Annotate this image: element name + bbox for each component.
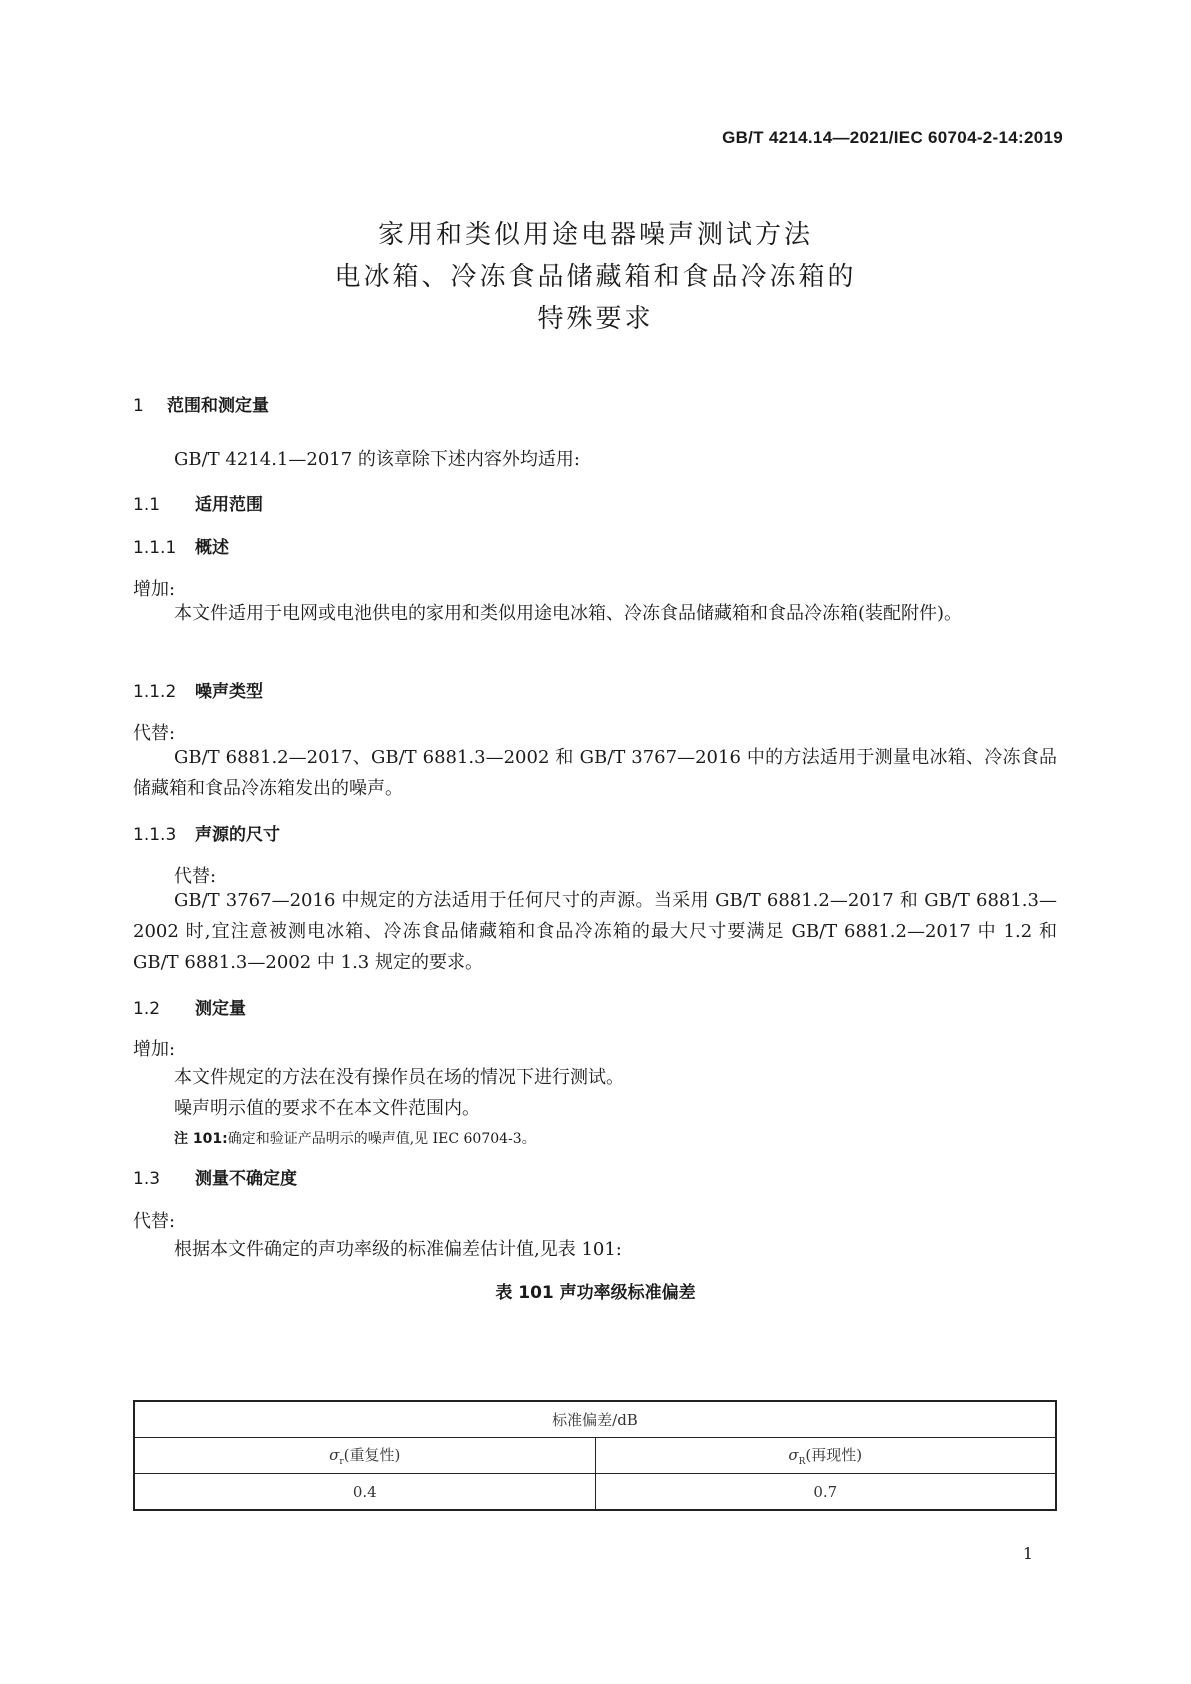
section-1-intro: GB/T 4214.1—2017 的该章除下述内容外均适用: — [174, 449, 580, 470]
table-row — [134, 1401, 1056, 1438]
document-title-line-1: 家用和类似用途电器噪声测试方法 — [377, 220, 813, 250]
section-title: 测量不确定度 — [195, 1169, 297, 1189]
standard-code: GB/T 4214.14—2021/IEC 60704-2-14:2019 — [722, 128, 1063, 147]
table-col-header-reproducibility — [595, 1438, 1056, 1474]
section-title: 声源的尺寸 — [195, 825, 280, 845]
col-desc: (再现性) — [805, 1446, 863, 1464]
section-1-1-1-text: 本文件适用于电网或电池供电的家用和类似用途电冰箱、冷冻食品储藏箱和食品冷冻箱(装配附件)。 — [174, 603, 963, 624]
section-1-1-3-heading — [133, 820, 280, 845]
section-1-1-heading — [133, 490, 263, 515]
sigma-symbol: σ — [329, 1446, 340, 1464]
sigma-subscript: R — [798, 1457, 806, 1467]
section-1-1-2-text: GB/T 6881.2—2017、GB/T 6881.3—2002 和 GB/T 3767—2016 中的方法适用于测量电冰箱、冷冻食品储藏箱和食品冷冻箱发出的噪声。 — [133, 747, 1057, 799]
section-1-1-1-heading — [133, 533, 229, 558]
col-desc: (重复性) — [343, 1446, 401, 1464]
note-101 — [174, 1128, 536, 1148]
section-1-2-text-2: 噪声明示值的要求不在本文件范围内。 — [174, 1098, 480, 1119]
section-title: 概述 — [195, 538, 229, 558]
section-1-1-3-text: GB/T 3767—2016 中规定的方法适用于任何尺寸的声源。当采用 GB/T 6881.2—2017 和 GB/T 6881.3—2002 时,宜注意被测电冰箱、冷冻食品储藏箱和食品冷冻箱的最大尺寸要满足 GB/T 6881.2—2017 中 1.2 和 GB/T 6881.3—2002 中 1.3 规定的要求。 — [133, 890, 1057, 973]
table-row — [134, 1438, 1056, 1474]
table-header-cell: 标准偏差/dB — [134, 1401, 1056, 1438]
section-1-2-text-1: 本文件规定的方法在没有操作员在场的情况下进行测试。 — [174, 1067, 624, 1088]
note-text: 确定和验证产品明示的噪声值,见 IEC 60704-3。 — [227, 1131, 536, 1147]
note-label: 注 101: — [174, 1131, 228, 1147]
section-1-1-2-heading — [133, 677, 263, 702]
table-col-header-repeatability — [134, 1438, 595, 1474]
section-number: 1 — [133, 396, 144, 416]
amendment-label: 代替: — [133, 1211, 176, 1232]
amendment-label: 代替: — [133, 723, 176, 744]
table-row — [134, 1474, 1056, 1511]
section-title: 适用范围 — [195, 495, 263, 515]
section-number: 1.1.1 — [133, 538, 177, 558]
document-title-line-3: 特殊要求 — [537, 304, 654, 334]
amendment-label: 代替: — [174, 866, 217, 887]
section-number: 1.3 — [133, 1169, 161, 1189]
sigma-subscript: r — [339, 1457, 344, 1467]
table-cell: 0.4 — [134, 1474, 595, 1511]
section-title: 范围和测定量 — [167, 396, 269, 416]
sigma-symbol: σ — [788, 1446, 799, 1464]
amendment-label: 增加: — [133, 1039, 176, 1060]
section-number: 1.2 — [133, 999, 161, 1019]
section-title: 噪声类型 — [195, 682, 263, 702]
section-number: 1.1.2 — [133, 682, 177, 702]
page-number: 1 — [1022, 1544, 1033, 1563]
amendment-label: 增加: — [133, 579, 176, 600]
section-title: 测定量 — [195, 999, 246, 1019]
section-number: 1.1 — [133, 495, 161, 515]
section-1-3-heading — [133, 1164, 297, 1189]
section-1-2-heading — [133, 994, 246, 1019]
table-caption: 表 101 声功率级标准偏差 — [495, 1283, 696, 1303]
section-1-3-text: 根据本文件确定的声功率级的标准偏差估计值,见表 101: — [174, 1239, 622, 1260]
section-number: 1.1.3 — [133, 825, 177, 845]
section-1-heading — [133, 391, 269, 416]
table-cell: 0.7 — [595, 1474, 1056, 1511]
std-deviation-table — [133, 1400, 1057, 1511]
document-title-line-2: 电冰箱、冷冻食品储藏箱和食品冷冻箱的 — [334, 262, 857, 292]
